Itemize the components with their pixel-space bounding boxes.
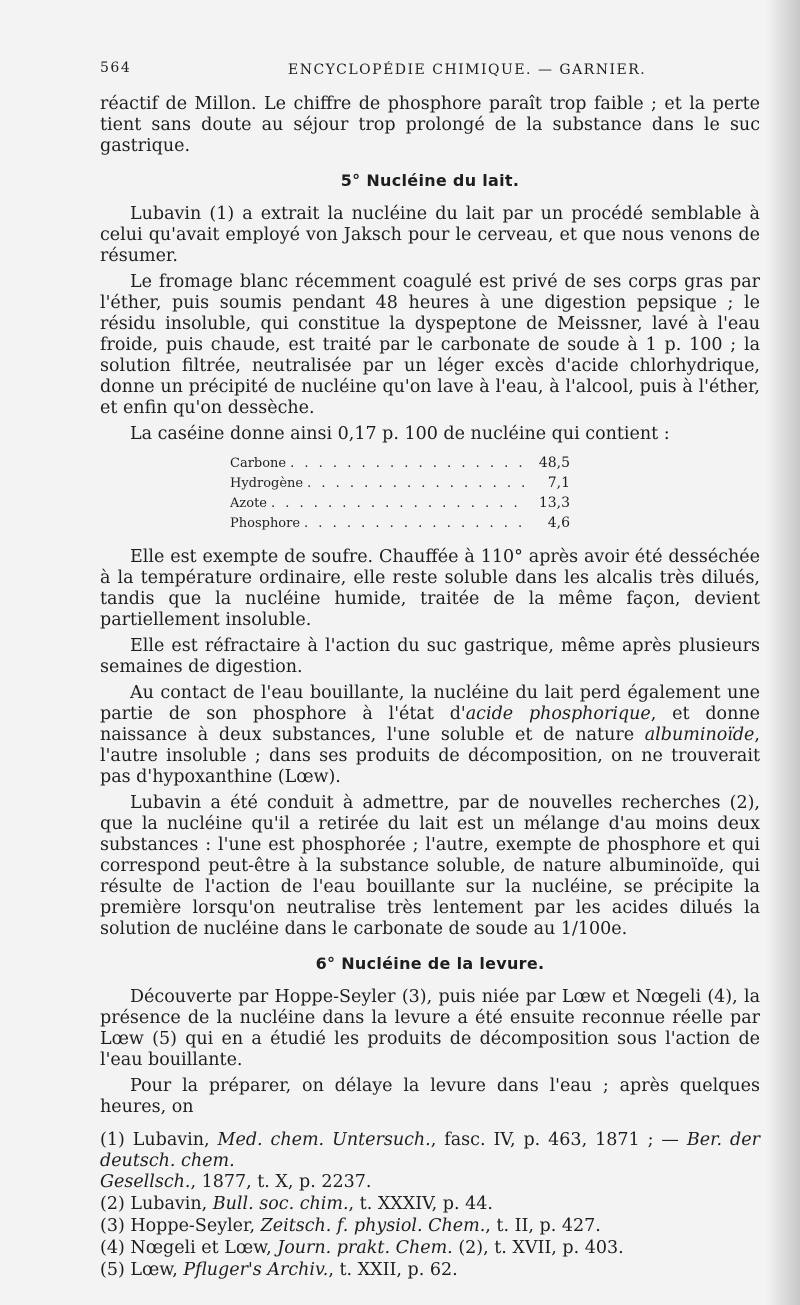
footnote-journal: Gesellsch.	[100, 1172, 191, 1192]
footnote-ref: , t. XXII, p. 62.	[328, 1260, 458, 1280]
element-name: Hydrogène	[230, 476, 304, 491]
composition-row	[230, 495, 570, 515]
footnote-number: (1)	[100, 1130, 125, 1150]
footnote	[100, 1238, 760, 1259]
section-5-heading: 5° Nucléine du lait.	[340, 171, 520, 190]
footnote-author: Nœgeli et Lœw,	[130, 1238, 278, 1258]
footnote-author: Lubavin,	[132, 1130, 218, 1150]
section-6-paragraph-1: Découverte par Hoppe-Seyler (3), puis niée par Lœw et Nœgeli (4), la présence de la nucléine dans la levure a été ensuite reconnue réelle par Lœw (5) qui en a étudié les produits de décomposition sous l'action de l'eau bouillante.	[100, 987, 760, 1070]
element-value: 13,3	[538, 495, 570, 511]
footnote-ref: , t. II, p. 427.	[485, 1216, 601, 1236]
footnote-ref: , fasc. IV, p. 463, 1871 ; —	[430, 1130, 687, 1150]
text-run: , et donne naissance à deux substances, l'une soluble et de nature	[100, 704, 760, 745]
dot-leader	[304, 516, 526, 531]
footnote-number: (3)	[100, 1216, 125, 1236]
footnote-number: (5)	[100, 1260, 125, 1280]
italic-term: albuminoïde	[644, 725, 755, 745]
section-6-heading: 6° Nucléine de la levure.	[315, 954, 545, 973]
text-run: Au contact de l'eau bouillante, la nucléine du lait perd également une partie de son phosphore à l'état d'	[100, 683, 760, 724]
footnote-journal: Ber. der deutsch. chem.	[100, 1130, 760, 1171]
page-edge-shadow	[766, 0, 800, 1305]
intro-paragraph: réactif de Millon. Le chiffre de phosphore paraît trop faible ; et la perte tient sans doute au séjour trop prolongé de la substance dans le suc gastrique.	[100, 94, 760, 156]
element-name: Carbone	[230, 456, 287, 471]
dot-leader	[307, 476, 526, 491]
footnote-number: (4)	[100, 1238, 125, 1258]
footnote-journal: Pfluger's Archiv.	[183, 1260, 329, 1280]
dot-leader	[290, 456, 526, 471]
running-header	[100, 60, 760, 84]
composition-row	[230, 455, 570, 475]
footnote-ref: (2), t. XVII, p. 403.	[452, 1238, 624, 1258]
footnotes	[100, 1130, 760, 1281]
paragraph-sulfur: Elle est exempte de soufre. Chauffée à 110° après avoir été desséchée à la température ordinaire, elle reste soluble dans les alcalis très dilués, tandis que la nucléine humide, traitée de la même façon, devient partiellement insoluble.	[100, 547, 760, 630]
footnote-number: (2)	[100, 1194, 125, 1214]
running-title: ENCYCLOPÉDIE CHIMIQUE. — GARNIER.	[288, 62, 647, 78]
footnote-ref: , 1877, t. X, p. 2237.	[190, 1172, 372, 1192]
footnote-author: Lubavin,	[130, 1194, 213, 1214]
italic-term: acide phosphorique	[465, 704, 651, 724]
paragraph-lubavin-research: Lubavin a été conduit à admettre, par de nouvelles recherches (2), que la nucléine qu'il a retirée du lait est un mélange d'au moins deux substances : l'une est phosphorée ; l'autre, exempte de phosphore et qui correspond peut-être à la substance soluble, de nature albuminoïde, qui résulte de l'action de l'eau bouillante sur la nucléine, se précipite la première lorsqu'on neutralise très lentement par les acides dilués la solution de nucléine dans le carbonate de soude au 1/100e.	[100, 793, 760, 939]
composition-row	[230, 515, 570, 535]
footnote-continuation	[100, 1172, 760, 1193]
page-body	[100, 94, 760, 1282]
paragraph-boiling-water	[100, 683, 760, 788]
section-5-paragraph-1: Lubavin (1) a extrait la nucléine du lait par un procédé semblable à celui qu'avait employé von Jaksch pour le cerveau, et que nous venons de résumer.	[100, 204, 760, 266]
element-name: Phosphore	[230, 516, 301, 531]
element-value: 7,1	[547, 475, 570, 491]
section-5-paragraph-3: La caséine donne ainsi 0,17 p. 100 de nucléine qui contient :	[130, 424, 670, 444]
element-name: Azote	[230, 496, 267, 511]
paragraph-digestion: Elle est réfractaire à l'action du suc gastrique, même après plusieurs semaines de digestion.	[100, 636, 760, 677]
element-value: 4,6	[547, 515, 570, 531]
section-6-paragraph-2: Pour la préparer, on délaye la levure dans l'eau ; après quelques heures, on	[100, 1076, 760, 1117]
footnote-ref: , t. XXXIV, p. 44.	[348, 1194, 493, 1214]
footnote-journal: Zeitsch. f. physiol. Chem.	[260, 1216, 486, 1236]
footnote-journal: Bull. soc. chim.	[212, 1194, 349, 1214]
section-5-paragraph-2: Le fromage blanc récemment coagulé est privé de ses corps gras par l'éther, puis soumis pendant 48 heures à une digestion pepsique ; le résidu insoluble, qui constitue la dyspeptone de Meissner, lavé à l'eau froide, puis chaude, est traité par le carbonate de soude à 1 p. 100 ; la solution filtrée, neutralisée par un léger excès d'acide chlorhydrique, donne un précipité de nucléine qu'on lave à l'eau, à l'alcool, puis à l'éther, et enfin qu'on dessèche.	[100, 272, 760, 418]
page-number: 564	[100, 60, 132, 76]
footnote	[100, 1130, 760, 1193]
footnote	[100, 1216, 760, 1237]
composition-table	[230, 455, 570, 535]
footnote	[100, 1260, 760, 1281]
text-run: , l'autre insoluble ; dans ses produits de décomposition, on ne trouverait pas d'hypoxanthine (Lœw).	[100, 725, 760, 787]
footnote-journal: Journ. prakt. Chem.	[277, 1238, 453, 1258]
dot-leader	[271, 496, 526, 511]
footnote	[100, 1194, 760, 1215]
element-value: 48,5	[538, 455, 570, 471]
footnote-author: Hoppe-Seyler,	[130, 1216, 261, 1236]
footnote-journal: Med. chem. Untersuch.	[217, 1130, 431, 1150]
footnote-author: Lœw,	[130, 1260, 184, 1280]
composition-row	[230, 475, 570, 495]
